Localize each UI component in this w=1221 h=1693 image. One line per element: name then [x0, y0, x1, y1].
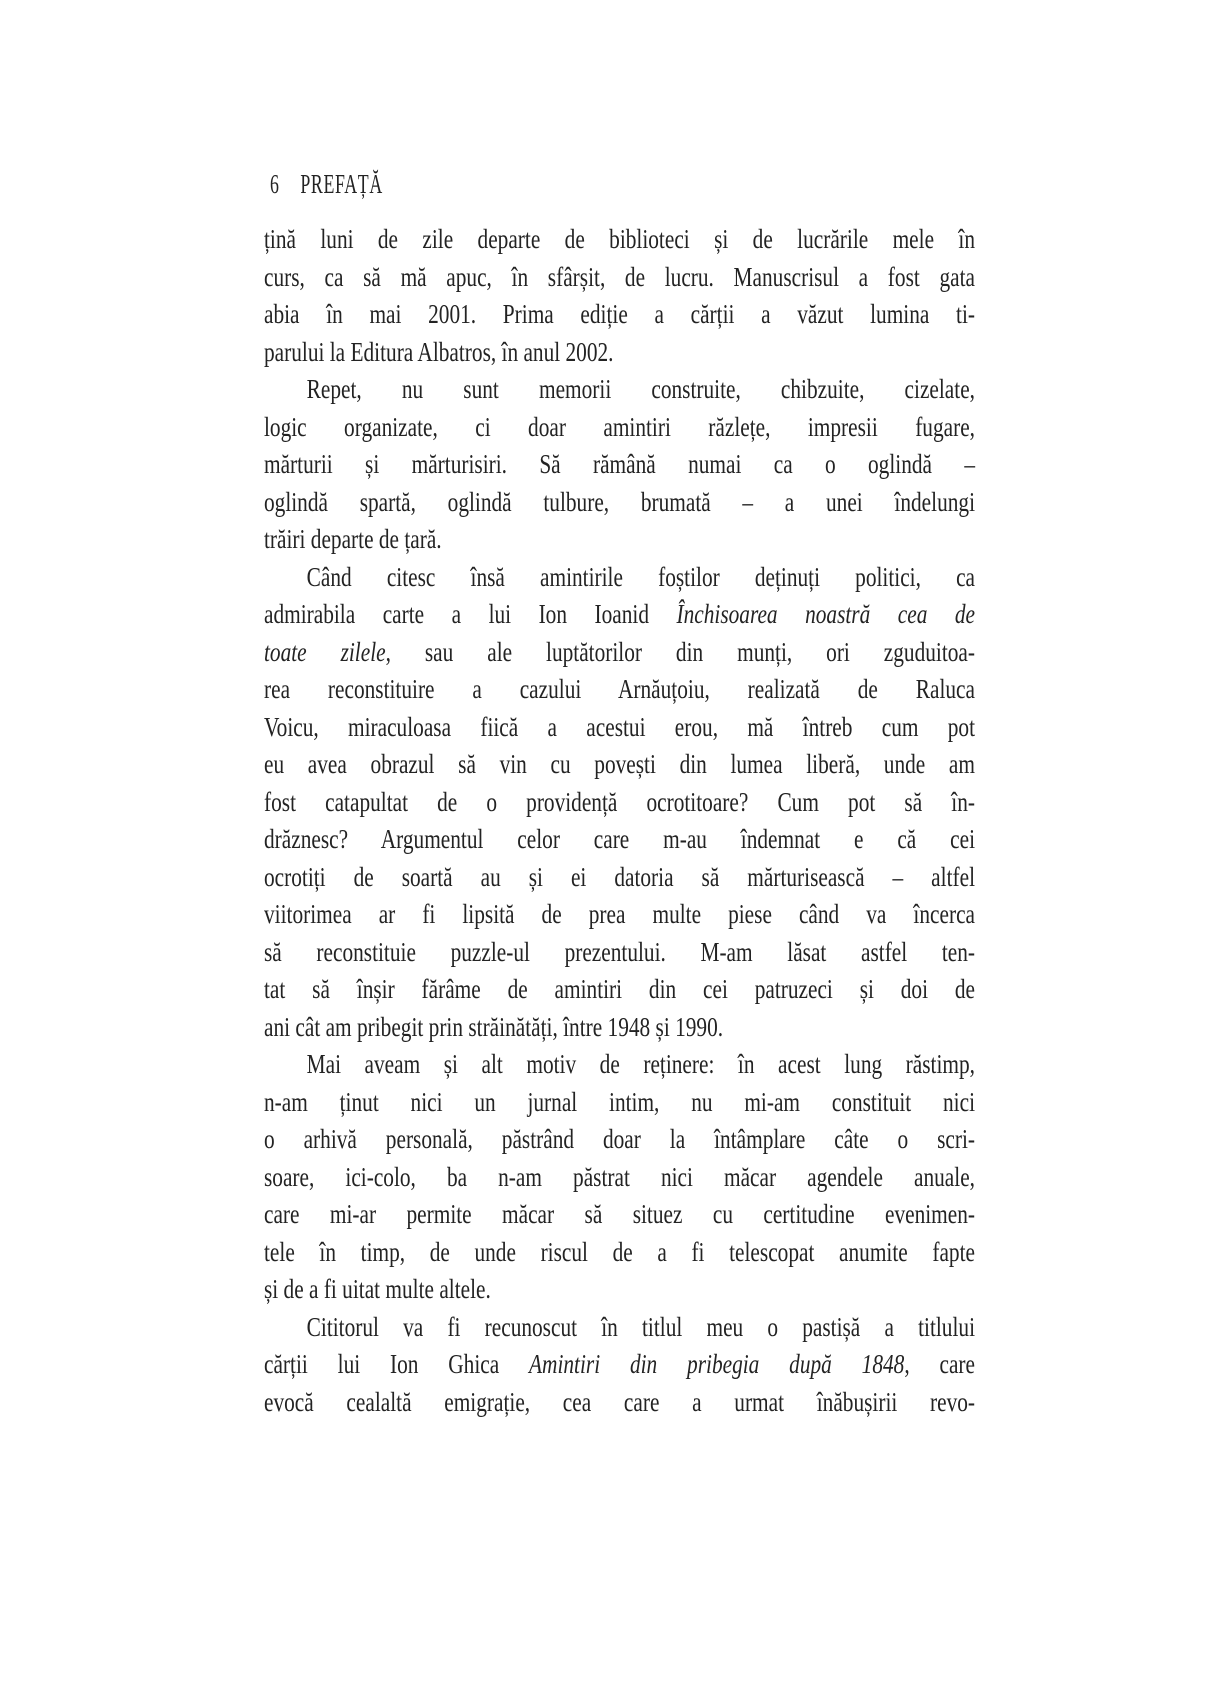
text-line	[264, 634, 975, 672]
text-segment: țină luni de zile departe de biblioteci și de lucrările mele în	[264, 224, 975, 254]
text-line	[264, 409, 975, 447]
text-line	[264, 521, 975, 559]
text-segment: soare, ici-colo, ba n-am păstrat nici măcar agendele anuale,	[264, 1161, 975, 1192]
text-line	[264, 1159, 975, 1197]
text-line	[264, 1384, 975, 1422]
text-line	[264, 1084, 975, 1122]
page-number: 6	[270, 169, 280, 199]
text-line	[264, 371, 975, 409]
text-line	[264, 559, 975, 597]
italic-text-segment: Închisoarea noastră cea de	[676, 599, 975, 629]
text-line	[264, 784, 975, 822]
text-line	[264, 334, 975, 372]
text-line	[264, 1309, 975, 1347]
text-line	[264, 259, 975, 297]
text-line	[264, 446, 975, 484]
text-segment: ani cât am pribegit prin străinătăți, între 1948 și 1990.	[264, 1011, 724, 1042]
text-segment: tele în timp, de unde riscul de a fi telescopat anumite fapte	[264, 1236, 975, 1267]
text-segment: Mai aveam și alt motiv de reținere: în acest lung răstimp,	[306, 1049, 975, 1079]
text-segment: Când citesc însă amintirile foștilor deținuți politici, ca	[306, 561, 975, 592]
text-segment: tat să înșir fărâme de amintiri din cei patruzeci și doi de	[264, 974, 975, 1004]
text-segment: parului la Editura Albatros, în anul 2002.	[264, 336, 614, 367]
page-content	[264, 169, 979, 1421]
text-segment: admirabila carte a lui Ion Ioanid	[264, 599, 677, 629]
section-title: PREFAȚĂ	[300, 169, 383, 199]
text-line	[264, 934, 975, 972]
text-segment: o arhivă personală, păstrând doar la întâmplare câte o scri-	[264, 1124, 975, 1154]
text-line	[264, 1234, 975, 1272]
text-segment: abia în mai 2001. Prima ediție a cărții a văzut lumina ti-	[264, 299, 975, 329]
text-line	[264, 1009, 975, 1047]
text-segment: evocă cealaltă emigrație, cea care a urmat înăbușirii revo-	[264, 1386, 975, 1417]
text-segment: eu avea obrazul să vin cu povești din lumea liberă, unde am	[264, 749, 975, 779]
text-segment: și de a fi uitat multe altele.	[264, 1274, 491, 1304]
text-line	[264, 971, 975, 1009]
italic-text-segment: Amintiri din pribegia după 1848	[529, 1349, 905, 1379]
page-body	[264, 221, 975, 1421]
text-segment: oglindă spartă, oglindă tulbure, brumată – a unei îndelungi	[264, 486, 975, 517]
text-segment: care mi-ar permite măcar să situez cu certitudine evenimen-	[264, 1199, 975, 1229]
text-segment: drăznesc? Argumentul celor care m-au îndemnat e că cei	[264, 824, 975, 854]
text-segment: logic organizate, ci doar amintiri răzlețe, impresii fugare,	[264, 411, 975, 442]
text-line	[264, 1121, 975, 1159]
text-line	[264, 671, 975, 709]
text-segment: , sau ale luptătorilor din munți, ori zguduitoa-	[385, 636, 975, 667]
text-line	[264, 296, 975, 334]
text-segment: mărturii și mărturisiri. Să rămână numai ca o oglindă –	[264, 449, 975, 479]
text-line	[264, 596, 975, 634]
text-segment: viitorimea ar fi lipsită de prea multe piese când va încerca	[264, 899, 975, 929]
text-line	[264, 1346, 975, 1384]
text-segment: Cititorul va fi recunoscut în titlul meu o pastișă a titlului	[306, 1311, 975, 1342]
text-line	[264, 1046, 975, 1084]
text-segment: Repet, nu sunt memorii construite, chibzuite, cizelate,	[306, 374, 975, 404]
text-line	[264, 746, 975, 784]
text-segment: curs, ca să mă apuc, în sfârșit, de lucru. Manuscrisul a fost gata	[264, 261, 975, 292]
italic-text-segment: toate zilele	[264, 636, 386, 667]
text-segment: să reconstituie puzzle-ul prezentului. M-am lăsat astfel ten-	[264, 936, 975, 967]
text-line	[264, 896, 975, 934]
text-segment: ocrotiți de soartă au și ei datoria să mărturisească – altfel	[264, 861, 975, 892]
text-segment: trăiri departe de țară.	[264, 524, 442, 554]
text-segment: Voicu, miraculoasa fiică a acestui erou, mă întreb cum pot	[264, 711, 975, 742]
text-segment: , care	[904, 1349, 976, 1379]
text-line	[264, 859, 975, 897]
text-line	[264, 1271, 975, 1309]
page-header	[270, 169, 738, 199]
text-segment: fost catapultat de o providență ocrotitoare? Cum pot să în-	[264, 786, 975, 817]
text-segment: cărții lui Ion Ghica	[264, 1349, 530, 1379]
text-segment: n-am ținut nici un jurnal intim, nu mi-am constituit nici	[264, 1086, 975, 1117]
text-line	[264, 1196, 975, 1234]
text-line	[264, 221, 975, 259]
text-segment: rea reconstituire a cazului Arnăuțoiu, realizată de Raluca	[264, 674, 975, 704]
text-line	[264, 709, 975, 747]
text-line	[264, 821, 975, 859]
text-line	[264, 484, 975, 522]
